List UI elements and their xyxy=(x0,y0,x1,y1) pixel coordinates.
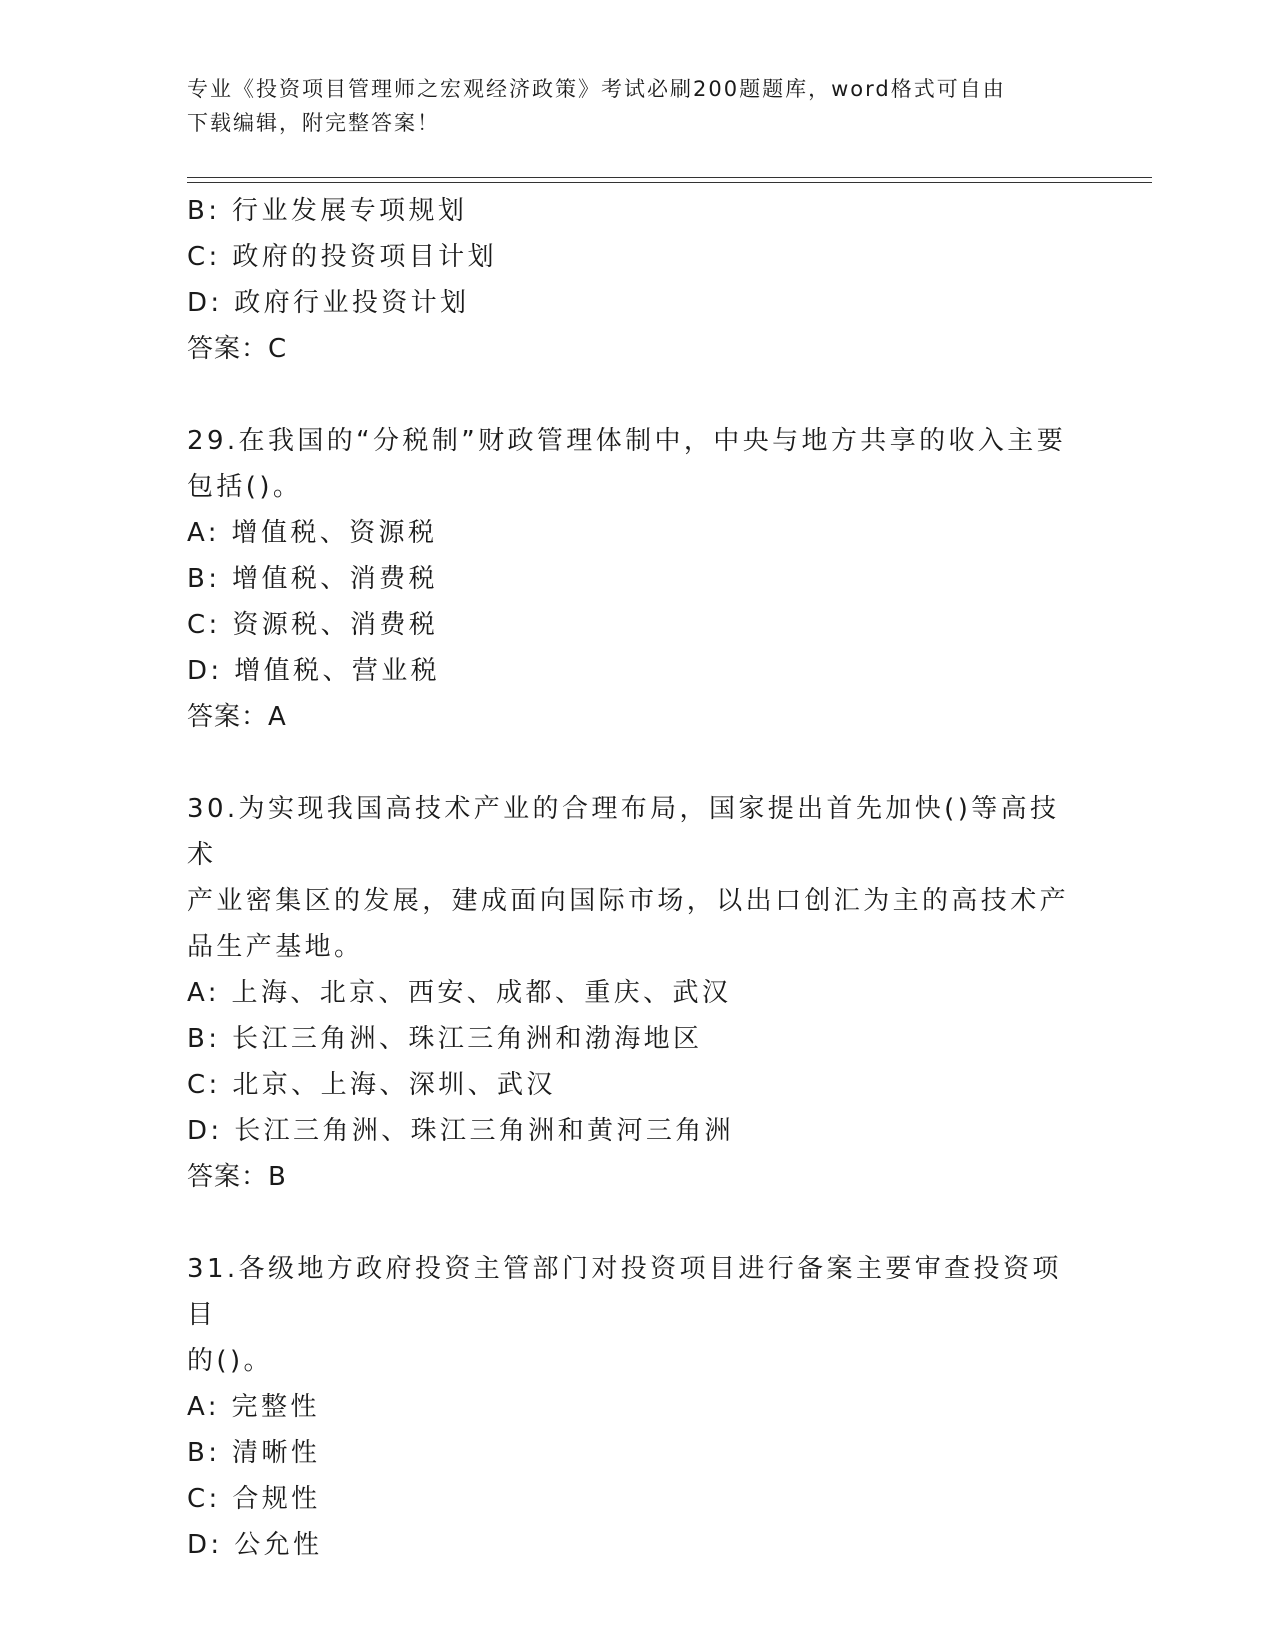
question-29 xyxy=(187,418,1087,740)
option-c: C: 合规性 xyxy=(187,1484,321,1514)
question-stem-line: 产业密集区的发展，建成面向国际市场，以出口创汇为主的高技术产 xyxy=(187,886,1070,916)
question-stem-line: 品生产基地。 xyxy=(187,932,364,962)
option-b: B: 清晰性 xyxy=(187,1438,321,1468)
option-b: B: 长江三角洲、珠江三角洲和渤海地区 xyxy=(187,1024,703,1054)
option-d: D: 政府行业投资计划 xyxy=(187,288,470,318)
option-a: A: 完整性 xyxy=(187,1392,320,1422)
question-28-tail xyxy=(187,188,1087,372)
option-d: D: 增值税、营业税 xyxy=(187,656,441,686)
option-b: B: 行业发展专项规划 xyxy=(187,196,468,226)
question-spacer xyxy=(187,740,1087,786)
question-stem-line: 30.为实现我国高技术产业的合理布局，国家提出首先加快()等高技术 xyxy=(187,794,1060,870)
question-30 xyxy=(187,786,1087,1200)
question-stem-line: 29.在我国的“分税制”财政管理体制中，中央与地方共享的收入主要 xyxy=(187,426,1067,456)
document-header xyxy=(187,72,1067,140)
option-d: D: 长江三角洲、珠江三角洲和黄河三角洲 xyxy=(187,1116,735,1146)
option-d: D: 公允性 xyxy=(187,1530,323,1560)
question-stem-line: 的()。 xyxy=(187,1346,273,1376)
header-rule-bottom xyxy=(187,182,1152,183)
answer-line: 答案：B xyxy=(187,1162,287,1192)
answer-line: 答案：A xyxy=(187,702,287,732)
option-a: A: 上海、北京、西安、成都、重庆、武汉 xyxy=(187,978,732,1008)
question-spacer xyxy=(187,372,1087,418)
option-c: C: 北京、上海、深圳、武汉 xyxy=(187,1070,556,1100)
question-stem-line: 31.各级地方政府投资主管部门对投资项目进行备案主要审查投资项目 xyxy=(187,1254,1062,1330)
answer-line: 答案：C xyxy=(187,334,288,364)
option-b: B: 增值税、消费税 xyxy=(187,564,438,594)
header-rule-top xyxy=(187,177,1152,178)
question-list xyxy=(187,188,1087,1568)
option-a: A: 增值税、资源税 xyxy=(187,518,438,548)
option-c: C: 政府的投资项目计划 xyxy=(187,242,497,272)
header-intro-line-1: 专业《投资项目管理师之宏观经济政策》考试必刷200题题库，word格式可自由 xyxy=(187,77,1006,101)
option-c: C: 资源税、消费税 xyxy=(187,610,439,640)
question-stem-line: 包括()。 xyxy=(187,472,303,502)
question-spacer xyxy=(187,1200,1087,1246)
question-31 xyxy=(187,1246,1087,1568)
header-intro-line-2: 下载编辑，附完整答案！ xyxy=(187,111,440,135)
